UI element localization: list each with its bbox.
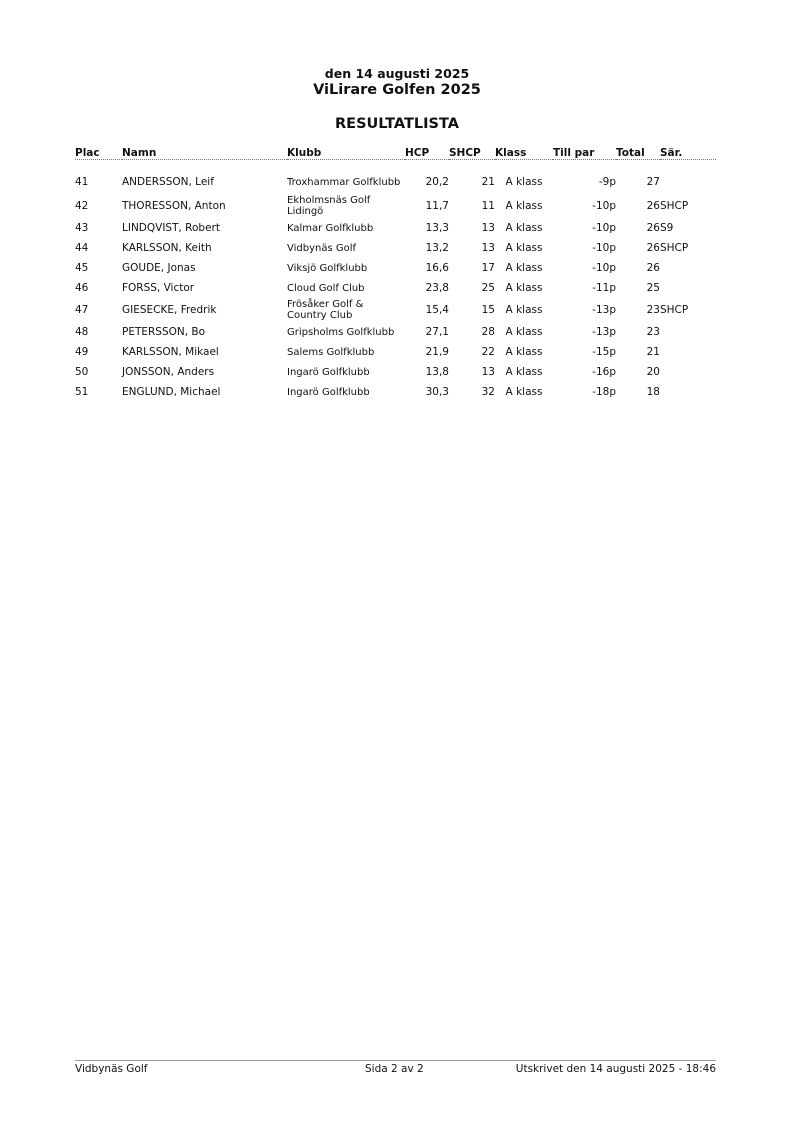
footer-page-number: Sida 2 av 2 <box>365 1063 424 1075</box>
cell-hcp: 30,3 <box>425 386 449 398</box>
cell-klubb: Frösåker Golf & Country Club <box>287 299 364 321</box>
cell-namn: FORSS, Victor <box>122 282 195 294</box>
table-row <box>75 298 716 322</box>
cell-hcp: 15,4 <box>425 304 449 316</box>
cell-sar: S9 <box>660 222 674 234</box>
cell-namn: KARLSSON, Keith <box>122 242 212 254</box>
column-header-sar: Sär. <box>660 146 716 160</box>
table-row <box>75 258 716 278</box>
cell-namn: GOUDE, Jonas <box>122 262 196 274</box>
cell-hcp: 13,8 <box>425 366 449 378</box>
footer-club: Vidbynäs Golf <box>75 1063 148 1075</box>
footer-printed-timestamp: Utskrivet den 14 augusti 2025 - 18:46 <box>515 1063 716 1075</box>
cell-till-par: -10p <box>592 242 616 254</box>
cell-namn: GIESECKE, Fredrik <box>122 304 217 316</box>
cell-klubb: Viksjö Golfklubb <box>287 262 368 274</box>
cell-klubb: Vidbynäs Golf <box>287 242 357 254</box>
cell-total: 26 <box>646 200 660 212</box>
column-header-total: Total <box>616 146 660 160</box>
table-row <box>75 218 716 238</box>
cell-sar: SHCP <box>660 304 689 316</box>
cell-plac: 41 <box>75 176 89 188</box>
cell-namn: ANDERSSON, Leif <box>122 176 214 188</box>
cell-till-par: -18p <box>592 386 616 398</box>
cell-namn: LINDQVIST, Robert <box>122 222 220 234</box>
cell-hcp: 13,2 <box>425 242 449 254</box>
table-row <box>75 322 716 342</box>
cell-klass: A klass <box>505 222 543 234</box>
column-header-till-par: Till par <box>553 146 616 160</box>
cell-hcp: 20,2 <box>425 176 449 188</box>
cell-shcp: 32 <box>481 386 495 398</box>
cell-total: 20 <box>646 366 660 378</box>
results-body <box>75 160 716 403</box>
cell-plac: 49 <box>75 346 89 358</box>
cell-plac: 47 <box>75 304 89 316</box>
cell-total: 26 <box>646 262 660 274</box>
cell-plac: 43 <box>75 222 89 234</box>
column-header-namn: Namn <box>122 146 287 160</box>
table-row <box>75 342 716 362</box>
cell-namn: ENGLUND, Michael <box>122 386 221 398</box>
cell-klubb: Ingarö Golfklubb <box>287 366 370 378</box>
cell-plac: 45 <box>75 262 89 274</box>
cell-till-par: -11p <box>592 282 616 294</box>
cell-klass: A klass <box>505 346 543 358</box>
cell-shcp: 17 <box>481 262 495 274</box>
cell-sar <box>660 322 716 342</box>
cell-total: 23 <box>646 304 660 316</box>
column-header-hcp: HCP <box>405 146 449 160</box>
cell-hcp: 27,1 <box>425 326 449 338</box>
column-header-klubb: Klubb <box>287 146 405 160</box>
cell-klubb: Kalmar Golfklubb <box>287 222 374 234</box>
cell-till-par: -13p <box>592 326 616 338</box>
cell-till-par: -10p <box>592 262 616 274</box>
cell-klubb: Cloud Golf Club <box>287 282 365 294</box>
table-row <box>75 238 716 258</box>
event-title: ViLirare Golfen 2025 <box>313 82 481 98</box>
cell-total: 21 <box>646 346 660 358</box>
cell-plac: 44 <box>75 242 89 254</box>
cell-shcp: 11 <box>481 200 495 212</box>
cell-shcp: 13 <box>481 242 495 254</box>
cell-sar <box>660 258 716 278</box>
cell-klubb: Troxhammar Golfklubb <box>287 176 401 188</box>
table-header-row <box>75 146 716 160</box>
cell-klass: A klass <box>505 366 543 378</box>
cell-shcp: 28 <box>481 326 495 338</box>
cell-klass: A klass <box>505 176 543 188</box>
cell-hcp: 16,6 <box>425 262 449 274</box>
cell-till-par: -9p <box>598 176 616 188</box>
cell-total: 23 <box>646 326 660 338</box>
cell-plac: 50 <box>75 366 89 378</box>
cell-hcp: 13,3 <box>425 222 449 234</box>
cell-klass: A klass <box>505 386 543 398</box>
page-title: RESULTATLISTA <box>335 116 459 132</box>
column-header-shcp: SHCP <box>449 146 495 160</box>
cell-plac: 51 <box>75 386 89 398</box>
cell-plac: 46 <box>75 282 89 294</box>
cell-total: 26 <box>646 242 660 254</box>
table-row <box>75 278 716 298</box>
cell-plac: 42 <box>75 200 89 212</box>
cell-shcp: 13 <box>481 222 495 234</box>
table-row <box>75 170 716 194</box>
cell-klubb: Gripsholms Golfklubb <box>287 326 395 338</box>
table-row <box>75 194 716 218</box>
cell-namn: KARLSSON, Mikael <box>122 346 219 358</box>
cell-till-par: -10p <box>592 200 616 212</box>
cell-klubb: Salems Golfklubb <box>287 346 375 358</box>
cell-klass: A klass <box>505 200 543 212</box>
cell-till-par: -13p <box>592 304 616 316</box>
column-header-plac: Plac <box>75 146 122 160</box>
cell-plac: 48 <box>75 326 89 338</box>
cell-total: 25 <box>646 282 660 294</box>
cell-hcp: 21,9 <box>425 346 449 358</box>
cell-klass: A klass <box>505 262 543 274</box>
cell-shcp: 22 <box>481 346 495 358</box>
cell-till-par: -10p <box>592 222 616 234</box>
table-row <box>75 382 716 402</box>
cell-klubb: Ekholmsnäs Golf Lidingö <box>287 195 371 217</box>
cell-namn: THORESSON, Anton <box>122 200 226 212</box>
cell-sar <box>660 362 716 382</box>
cell-sar <box>660 342 716 362</box>
cell-klass: A klass <box>505 242 543 254</box>
cell-total: 18 <box>646 386 660 398</box>
document-header <box>0 66 794 99</box>
results-table <box>75 146 716 402</box>
cell-hcp: 23,8 <box>425 282 449 294</box>
table-row <box>75 362 716 382</box>
cell-total: 26 <box>646 222 660 234</box>
cell-shcp: 25 <box>481 282 495 294</box>
cell-klass: A klass <box>505 326 543 338</box>
cell-sar <box>660 170 716 194</box>
footer-divider <box>75 1060 716 1061</box>
cell-sar: SHCP <box>660 200 689 212</box>
cell-till-par: -15p <box>592 346 616 358</box>
cell-klass: A klass <box>505 282 543 294</box>
cell-namn: JONSSON, Anders <box>122 366 215 378</box>
event-date: den 14 augusti 2025 <box>324 66 470 81</box>
cell-sar: SHCP <box>660 242 689 254</box>
cell-shcp: 21 <box>481 176 495 188</box>
cell-namn: PETERSSON, Bo <box>122 326 206 338</box>
cell-hcp: 11,7 <box>425 200 449 212</box>
cell-total: 27 <box>646 176 660 188</box>
cell-till-par: -16p <box>592 366 616 378</box>
cell-sar <box>660 382 716 402</box>
cell-sar <box>660 278 716 298</box>
cell-klubb: Ingarö Golfklubb <box>287 386 370 398</box>
cell-klass: A klass <box>505 304 543 316</box>
column-header-klass: Klass <box>495 146 553 160</box>
cell-shcp: 13 <box>481 366 495 378</box>
cell-shcp: 15 <box>481 304 495 316</box>
